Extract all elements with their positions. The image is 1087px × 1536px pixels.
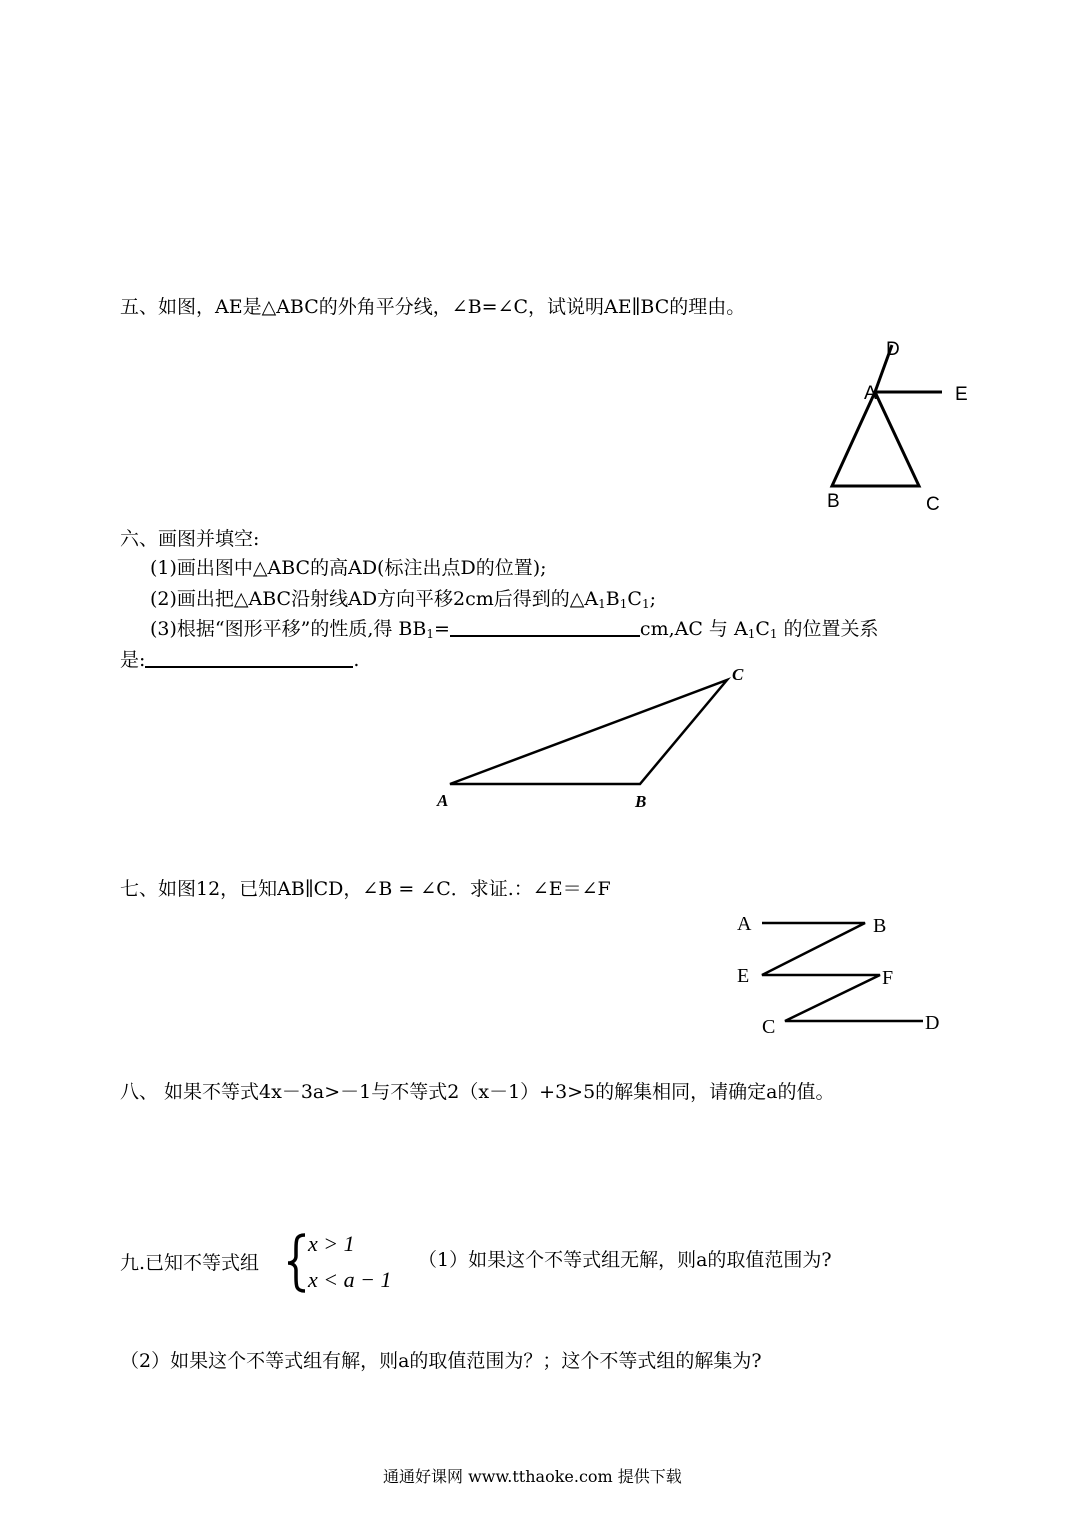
q7-text: 七、如图12，已知AB∥CD，∠B = ∠C．求证.：∠E＝∠F: [120, 878, 611, 900]
q7-label-a: A: [737, 913, 752, 935]
q6-item1: (1)画出图中△ABC的高AD(标注出点D的位置);: [150, 557, 547, 579]
q9-brace-icon: [285, 1232, 309, 1294]
q7-label-f: F: [882, 967, 894, 989]
q6-label-c: C: [732, 665, 744, 684]
q6-line2: 是: .: [120, 649, 360, 671]
q5-label-e: E: [955, 384, 968, 405]
q9-inequality-1: x > 1: [308, 1231, 355, 1256]
q8-text: 八、 如果不等式4x－3a>－1与不等式2（x－1）+3>5的解集相同，请确定a的值。: [120, 1081, 835, 1103]
q6-item3: (3)根据“图形平移”的性质,得 $BB_1= cm,AC$ 与 $A_1C_1$ 的位置关系: [150, 618, 879, 641]
q7-label-c: C: [762, 1016, 776, 1038]
q6-item2: (2)画出把△ABC沿射线AD方向平移2cm后得到的$\triangle A_1B_1C_1$;: [150, 588, 656, 611]
q6-figure: [425, 660, 765, 810]
q5-triangle-abc: [832, 392, 919, 486]
q5-text: 五、如图，AE是△ABC的外角平分线，∠B=∠C，试说明AE∥BC的理由。: [120, 296, 746, 318]
q6-blank-relation[interactable]: [145, 648, 353, 668]
q5-label-a: A: [864, 383, 877, 404]
q6-blank-bb1[interactable]: [450, 617, 640, 637]
q7-label-e: E: [737, 965, 750, 987]
q5-label-c: C: [926, 494, 940, 515]
q9-inequality-2: x < a − 1: [308, 1267, 392, 1292]
q5-figure: [820, 335, 980, 515]
q7-figure: [730, 905, 970, 1045]
q9-prefix: 九.已知不等式组: [120, 1252, 260, 1274]
q9-part2: （2）如果这个不等式组有解，则a的取值范围为？；这个不等式组的解集为?: [120, 1350, 762, 1372]
q6-label-a: A: [437, 791, 449, 810]
q5-label-d: D: [886, 339, 900, 360]
footer-text: 通通好课网 www.tthaoke.com 提供下载: [383, 1467, 682, 1486]
q5-label-b: B: [827, 491, 840, 512]
q6-label-b: B: [635, 792, 647, 810]
q7-label-d: D: [925, 1012, 940, 1034]
q7-label-b: B: [873, 915, 887, 937]
q7-zigzag: [762, 923, 923, 1021]
q6-title: 六、画图并填空:: [120, 528, 260, 550]
q9-part1: （1）如果这个不等式组无解，则a的取值范围为?: [418, 1249, 832, 1271]
q6-triangle-abc: [450, 680, 727, 784]
